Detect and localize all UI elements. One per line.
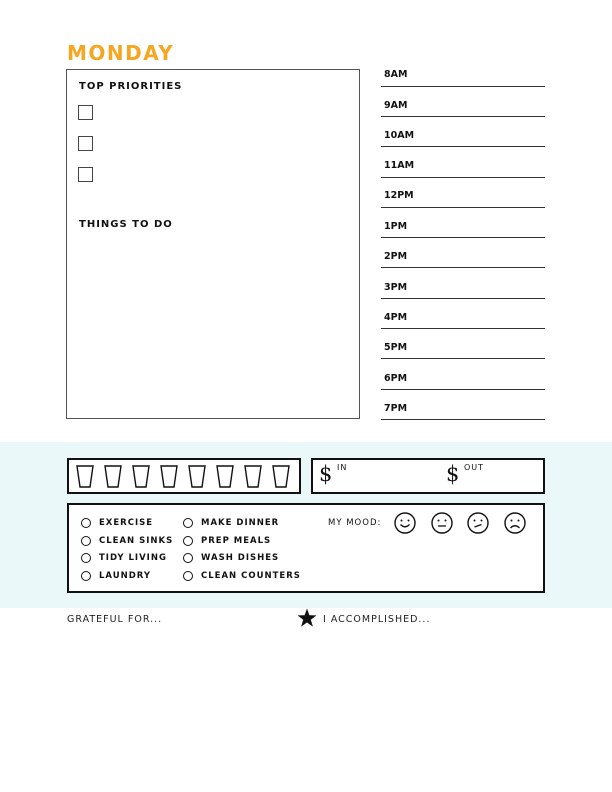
hour-line[interactable]: [381, 116, 545, 117]
hour-label: 3PM: [384, 282, 408, 293]
money-in-label: IN: [337, 463, 348, 472]
radio-icon[interactable]: [81, 571, 91, 581]
habit-item[interactable]: [183, 553, 279, 563]
water-tracker: [67, 458, 301, 494]
hour-label: 11AM: [384, 160, 415, 171]
habit-item[interactable]: [183, 536, 271, 546]
hour-line[interactable]: [381, 389, 545, 390]
hour-line[interactable]: [381, 237, 545, 238]
hour-line[interactable]: [381, 207, 545, 208]
cup-icon[interactable]: [105, 466, 121, 487]
radio-icon[interactable]: [81, 518, 91, 528]
neutral-face-icon[interactable]: [430, 511, 454, 535]
habit-label: EXERCISE: [99, 518, 154, 528]
cup-icon[interactable]: [161, 466, 177, 487]
habit-item[interactable]: [81, 553, 167, 563]
hour-line[interactable]: [381, 419, 545, 420]
hour-label: 4PM: [384, 312, 408, 323]
dollar-in-icon: $: [319, 462, 333, 486]
cup-icon[interactable]: [189, 466, 205, 487]
cup-icon[interactable]: [217, 466, 233, 487]
habit-label: CLEAN SINKS: [99, 536, 174, 546]
hour-line[interactable]: [381, 358, 545, 359]
hour-label: 6PM: [384, 373, 408, 384]
hour-line[interactable]: [381, 177, 545, 178]
habit-item[interactable]: [81, 536, 173, 546]
radio-icon[interactable]: [81, 553, 91, 563]
radio-icon[interactable]: [81, 536, 91, 546]
money-out-label: OUT: [464, 463, 485, 472]
priorities-box: [66, 69, 360, 419]
priority-checkbox-2[interactable]: [78, 136, 93, 151]
hour-label: 8AM: [384, 69, 408, 80]
sad-face-icon[interactable]: [503, 511, 527, 535]
hour-line[interactable]: [381, 146, 545, 147]
habit-item[interactable]: [183, 571, 301, 581]
day-title: MONDAY: [67, 41, 175, 65]
habit-label: PREP MEALS: [201, 536, 272, 546]
happy-face-icon[interactable]: [393, 511, 417, 535]
habit-item[interactable]: [183, 518, 279, 528]
priority-checkbox-3[interactable]: [78, 167, 93, 182]
habit-label: WASH DISHES: [201, 553, 280, 563]
hour-label: 12PM: [384, 190, 414, 201]
cup-icon[interactable]: [77, 466, 93, 487]
hour-line[interactable]: [381, 298, 545, 299]
habit-label: LAUNDRY: [99, 571, 152, 581]
mood-label: MY MOOD:: [328, 518, 382, 528]
priority-checkbox-1[interactable]: [78, 105, 93, 120]
hour-line[interactable]: [381, 328, 545, 329]
habit-label: MAKE DINNER: [201, 518, 280, 528]
hour-line[interactable]: [381, 267, 545, 268]
cups-row: [69, 460, 299, 492]
radio-icon[interactable]: [183, 553, 193, 563]
habit-label: CLEAN COUNTERS: [201, 571, 301, 581]
cup-icon[interactable]: [273, 466, 289, 487]
hour-label: 10AM: [384, 130, 415, 141]
habit-label: TIDY LIVING: [99, 553, 167, 563]
dollar-out-icon: $: [446, 462, 460, 486]
cup-icon[interactable]: [245, 466, 261, 487]
radio-icon[interactable]: [183, 571, 193, 581]
unsure-face-icon[interactable]: [466, 511, 490, 535]
habit-item[interactable]: [81, 571, 151, 581]
radio-icon[interactable]: [183, 536, 193, 546]
hour-label: 2PM: [384, 251, 408, 262]
hour-line[interactable]: [381, 86, 545, 87]
habit-item[interactable]: [81, 518, 153, 528]
grateful-for-label: GRATEFUL FOR...: [67, 614, 163, 625]
hour-label: 1PM: [384, 221, 408, 232]
cup-icon[interactable]: [133, 466, 149, 487]
hour-label: 7PM: [384, 403, 408, 414]
hour-label: 9AM: [384, 100, 408, 111]
i-accomplished-label: I ACCOMPLISHED...: [323, 614, 431, 625]
hour-label: 5PM: [384, 342, 408, 353]
radio-icon[interactable]: [183, 518, 193, 528]
star-icon: [297, 608, 317, 628]
things-to-do-label: THINGS TO DO: [79, 219, 173, 230]
top-priorities-label: TOP PRIORITIES: [79, 81, 183, 92]
